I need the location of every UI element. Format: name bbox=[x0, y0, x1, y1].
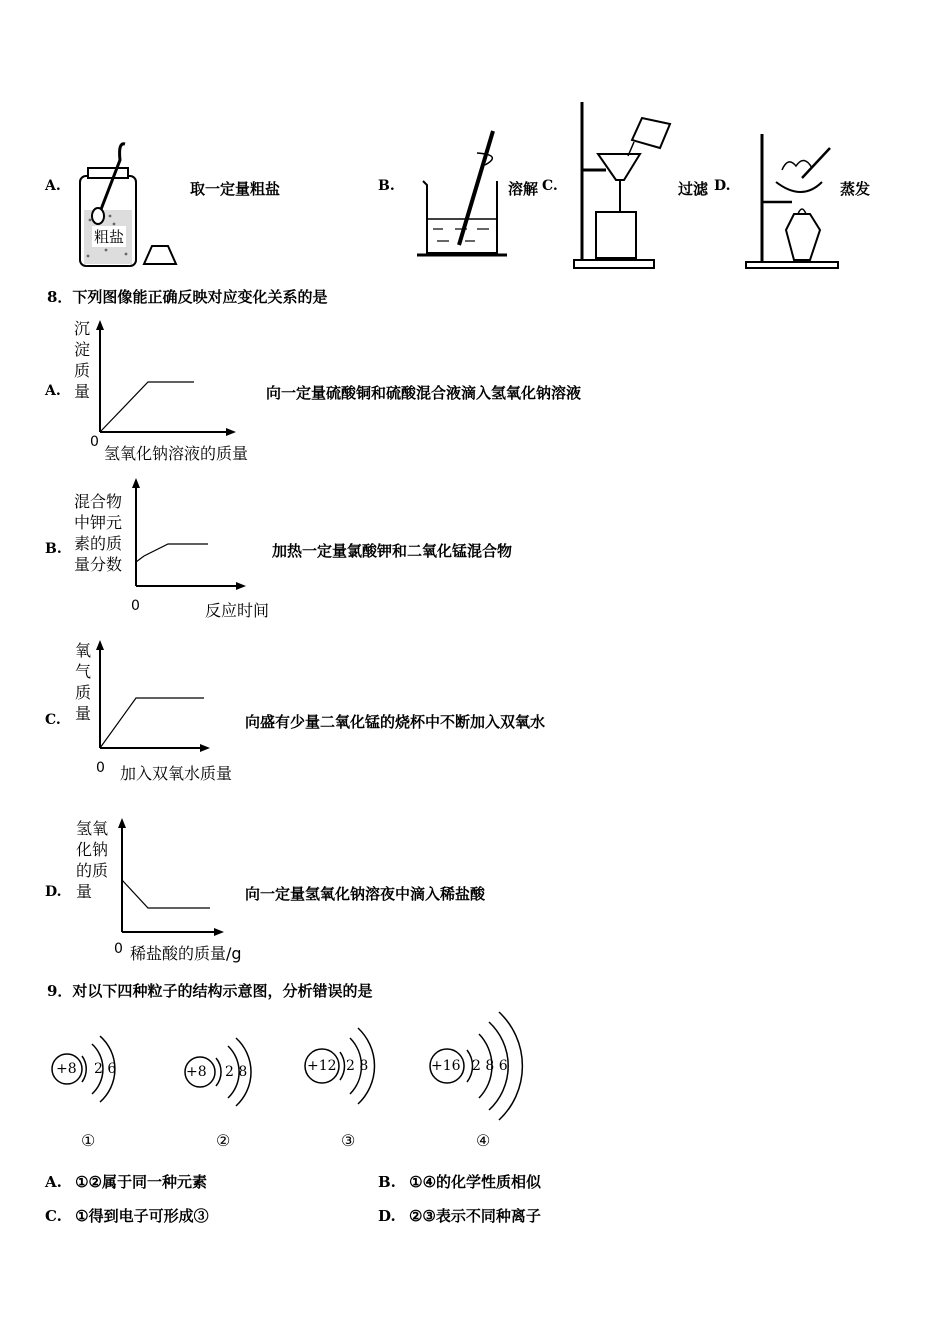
q7-option-b-letter[interactable]: B. bbox=[378, 178, 395, 194]
q7-option-d-caption: 蒸发 bbox=[840, 180, 871, 198]
particle-1-shells: 2 6 bbox=[94, 1061, 117, 1077]
graph-b bbox=[128, 478, 258, 598]
particle-2-shells: 2 8 bbox=[225, 1064, 248, 1080]
q8-b-ylabel bbox=[74, 491, 122, 575]
ylabel-line: 质 bbox=[75, 683, 92, 702]
q8-c-ylabel bbox=[75, 640, 91, 724]
ylabel-line: 混合物 bbox=[74, 492, 123, 511]
q9-stem: 9．对以下四种粒子的结构示意图，分析错误的是 bbox=[47, 982, 373, 1000]
graph-c-curve bbox=[100, 698, 204, 748]
q8-a-xlabel: 氢氧化钠溶液的质量 bbox=[104, 444, 249, 463]
q8-b-text: 加热一定量氯酸钾和二氧化锰混合物 bbox=[272, 542, 513, 560]
q8-d-xlabel: 稀盐酸的质量/g bbox=[130, 944, 242, 963]
q9-option-a-letter: A. bbox=[45, 1173, 62, 1191]
particle-2-mark: ② bbox=[216, 1131, 231, 1150]
q9-option-d-text: ②③表示不同种离子 bbox=[408, 1207, 541, 1225]
ylabel-line: 沉 bbox=[74, 319, 91, 338]
q9-option-c-text: ①得到电子可形成③ bbox=[75, 1207, 209, 1225]
q9-option-d[interactable] bbox=[378, 1205, 541, 1226]
particle-4-mark: ④ bbox=[476, 1131, 491, 1150]
q8-option-a-letter[interactable]: A. bbox=[45, 383, 61, 399]
q9-option-c[interactable] bbox=[45, 1205, 209, 1226]
q9-option-d-letter: D. bbox=[378, 1207, 396, 1225]
ylabel-line: 量 bbox=[76, 882, 93, 901]
q8-c-text: 向盛有少量二氧化锰的烧杯中不断加入双氧水 bbox=[245, 713, 546, 731]
particle-3-shells: 2 8 bbox=[346, 1058, 369, 1074]
graph-d-curve bbox=[122, 880, 210, 908]
jar-label: 粗盐 bbox=[94, 228, 125, 246]
q8-d-text: 向一定量氢氧化钠溶夜中滴入稀盐酸 bbox=[245, 885, 486, 903]
q9-option-b-text: ①④的化学性质相似 bbox=[409, 1173, 542, 1191]
ylabel-line: 量分数 bbox=[74, 555, 123, 574]
graph-a bbox=[90, 320, 240, 440]
graph-d bbox=[114, 818, 234, 938]
q7-option-a-caption: 取一定量粗盐 bbox=[190, 180, 281, 198]
ylabel-line: 质 bbox=[74, 361, 91, 380]
particle-3-mark: ③ bbox=[341, 1131, 356, 1150]
q7-option-d-letter[interactable]: D. bbox=[714, 178, 731, 194]
particle-2-nucleus: +8 bbox=[186, 1064, 207, 1080]
particle-1-nucleus: +8 bbox=[56, 1061, 77, 1077]
q8-c-origin: 0 bbox=[96, 760, 105, 776]
particle-1-mark: ① bbox=[81, 1131, 96, 1150]
ylabel-line: 中钾元 bbox=[74, 513, 123, 532]
q9-option-a-text: ①②属于同一种元素 bbox=[75, 1173, 208, 1191]
q8-c-xlabel: 加入双氧水质量 bbox=[120, 764, 233, 783]
q9-option-a[interactable] bbox=[45, 1171, 207, 1192]
q8-b-xlabel: 反应时间 bbox=[205, 601, 270, 620]
ylabel-line: 氢氧 bbox=[76, 819, 109, 838]
particle-3-nucleus: +12 bbox=[307, 1058, 337, 1074]
ylabel-line: 的质 bbox=[76, 861, 109, 880]
q7-option-a-letter[interactable]: A. bbox=[45, 178, 61, 194]
q8-b-origin: 0 bbox=[131, 598, 140, 614]
q8-a-origin: 0 bbox=[90, 434, 99, 450]
q7-option-c-letter[interactable]: C. bbox=[542, 178, 558, 194]
particle-4-nucleus: +16 bbox=[431, 1058, 461, 1074]
q9-option-c-letter: C. bbox=[45, 1207, 62, 1225]
ylabel-line: 化钠 bbox=[76, 840, 109, 859]
ylabel-line: 量 bbox=[75, 704, 92, 723]
q8-d-ylabel bbox=[76, 818, 108, 902]
q8-a-text: 向一定量硫酸铜和硫酸混合液滴入氢氧化钠溶液 bbox=[266, 384, 582, 402]
dissolving-beaker-illustration bbox=[415, 125, 510, 260]
q8-stem: 8．下列图像能正确反映对应变化关系的是 bbox=[47, 288, 328, 306]
ylabel-line: 气 bbox=[75, 662, 92, 681]
graph-c bbox=[92, 640, 222, 755]
q8-option-d-letter[interactable]: D. bbox=[45, 884, 62, 900]
q8-d-origin: 0 bbox=[114, 941, 123, 957]
particle-4-shells: 2 8 6 bbox=[472, 1058, 508, 1074]
ylabel-line: 量 bbox=[74, 382, 91, 401]
ylabel-line: 氧 bbox=[75, 641, 92, 660]
q9-option-b-letter: B. bbox=[378, 1173, 396, 1191]
ylabel-line: 淀 bbox=[74, 340, 91, 359]
graph-b-curve bbox=[136, 544, 208, 562]
q9-option-b[interactable] bbox=[378, 1171, 541, 1192]
graph-a-curve bbox=[100, 382, 194, 432]
salt-jar-illustration bbox=[70, 140, 200, 270]
q8-option-b-letter[interactable]: B. bbox=[45, 541, 62, 557]
ylabel-line: 素的质 bbox=[74, 534, 123, 553]
q7-option-b-caption: 溶解 bbox=[508, 180, 539, 198]
filtration-illustration bbox=[570, 100, 680, 270]
q8-a-ylabel bbox=[74, 318, 90, 402]
q7-option-c-caption: 过滤 bbox=[678, 180, 709, 198]
q8-option-c-letter[interactable]: C. bbox=[45, 712, 61, 728]
evaporation-illustration bbox=[742, 130, 842, 270]
